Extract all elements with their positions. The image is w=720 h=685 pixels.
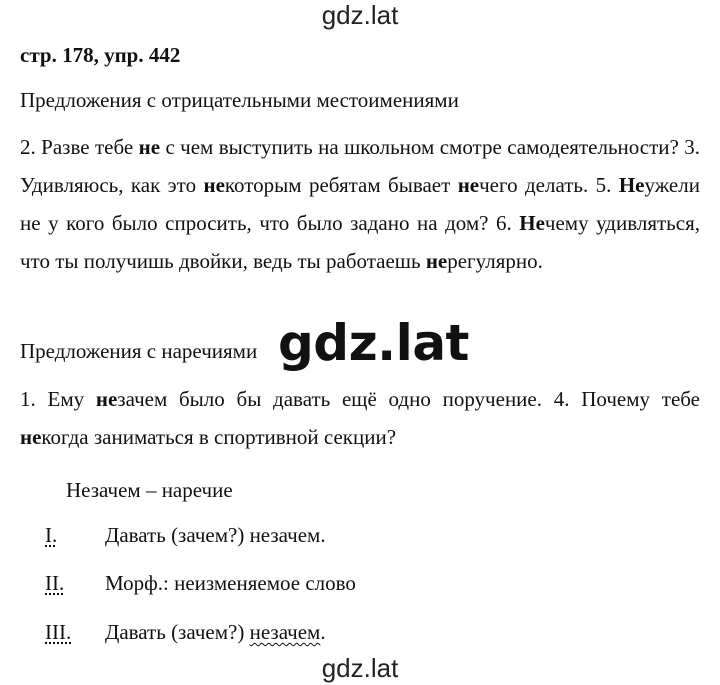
section-title-pronouns: Предложения с отрицательными местоимениями: [20, 88, 459, 112]
analysis-text-2: Морф.: неизменяемое слово: [105, 571, 356, 595]
section-title-adverbs: Предложения с наречиями: [20, 339, 258, 363]
watermark-bottom: gdz.lat: [321, 653, 399, 683]
watermark-middle: gdz.lat: [278, 314, 469, 372]
analysis-text-1: Давать (зачем?) незачем.: [105, 523, 326, 547]
analysis-numeral-3: III.: [45, 620, 72, 644]
analysis-text-3: Давать (зачем?) незачем.: [105, 620, 326, 644]
analysis-heading: Незачем – наречие: [66, 478, 233, 502]
analysis-numeral-2: II.: [45, 571, 65, 595]
watermark-top: gdz.lat: [321, 0, 399, 30]
paragraph-adverbs: 1. Ему незачем было бы давать ещё одно поручение. 4. Почему тебе некогда заниматься в спортивной секции?: [20, 387, 701, 449]
analysis-numeral-1: I.: [45, 523, 58, 547]
underlined-adverb: незачем: [249, 620, 321, 644]
page-header: стр. 178, упр. 442: [20, 43, 181, 67]
paragraph-pronouns: 2. Разве тебе не с чем выступить на школьном смотре самодеятельности? 3. Удивляюсь, как это некоторым ребятам бывает нечего делать. 5. Неужели не у кого было спросить, что было задано на дом? 6. Нечему удивляться, что ты получишь двойки, ведь ты работаешь нерегулярно.: [20, 135, 700, 273]
